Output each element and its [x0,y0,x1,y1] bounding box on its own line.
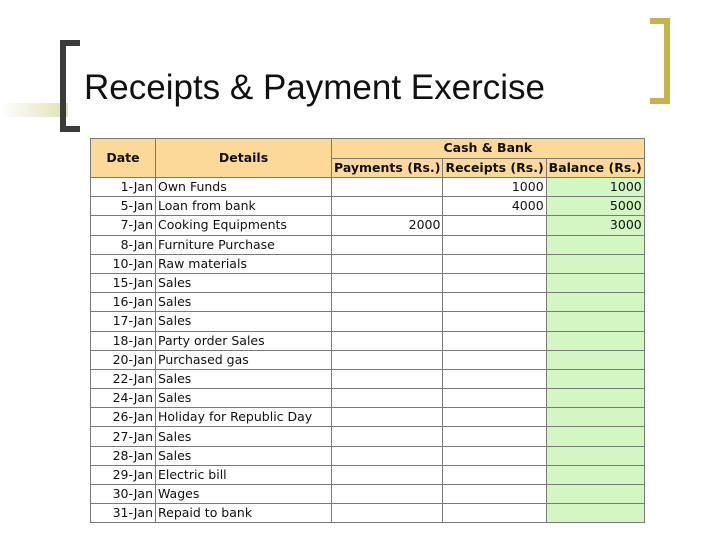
cell-balance [546,331,644,350]
cell-payments [332,446,443,465]
cell-date: 18-Jan [91,331,156,350]
cell-balance: 5000 [546,197,644,216]
cell-date: 27-Jan [91,427,156,446]
cell-receipts [443,446,546,465]
cell-receipts [443,350,546,369]
cell-payments [332,273,443,292]
cell-details: Sales [156,293,332,312]
cell-details: Sales [156,427,332,446]
cell-date: 30-Jan [91,485,156,504]
cell-balance [546,427,644,446]
cell-receipts [443,235,546,254]
table-row [91,465,645,484]
table-row [91,216,645,235]
cell-balance [546,235,644,254]
cell-date: 17-Jan [91,312,156,331]
cell-date: 10-Jan [91,254,156,273]
header-row-1 [91,139,645,159]
cell-receipts: 1000 [443,178,546,197]
receipts-payments-table [90,138,645,523]
cell-balance [546,446,644,465]
cell-details: Cooking Equipments [156,216,332,235]
cell-details: Wages [156,485,332,504]
cell-date: 15-Jan [91,273,156,292]
cell-date: 8-Jan [91,235,156,254]
cell-details: Sales [156,446,332,465]
cell-date: 26-Jan [91,408,156,427]
cell-payments [332,485,443,504]
cell-receipts [443,273,546,292]
cell-balance [546,369,644,388]
cell-receipts [443,312,546,331]
cell-receipts: 4000 [443,197,546,216]
cell-balance: 1000 [546,178,644,197]
table-row [91,504,645,523]
cell-balance [546,312,644,331]
table-row [91,446,645,465]
cell-date: 31-Jan [91,504,156,523]
cell-payments [332,312,443,331]
cell-date: 22-Jan [91,369,156,388]
table-row [91,408,645,427]
cell-receipts [443,293,546,312]
cell-date: 20-Jan [91,350,156,369]
table-row [91,427,645,446]
cell-receipts [443,485,546,504]
cell-details: Purchased gas [156,350,332,369]
cell-details: Own Funds [156,178,332,197]
cell-balance [546,504,644,523]
table-row [91,485,645,504]
cell-date: 28-Jan [91,446,156,465]
cell-payments [332,465,443,484]
cell-balance [546,254,644,273]
cell-receipts [443,389,546,408]
cell-details: Furniture Purchase [156,235,332,254]
cell-balance [546,293,644,312]
right-bracket-decoration [650,18,670,104]
table-row [91,197,645,216]
cell-receipts [443,427,546,446]
cell-balance [546,408,644,427]
table-row [91,178,645,197]
left-bracket-decoration [60,40,80,132]
table-row [91,273,645,292]
cell-receipts [443,254,546,273]
cell-date: 29-Jan [91,465,156,484]
cell-payments [332,389,443,408]
table-row [91,369,645,388]
cell-details: Repaid to bank [156,504,332,523]
cell-date: 24-Jan [91,389,156,408]
cell-receipts [443,408,546,427]
cell-details: Party order Sales [156,331,332,350]
cell-receipts [443,216,546,235]
cell-date: 5-Jan [91,197,156,216]
cell-payments: 2000 [332,216,443,235]
table-row [91,389,645,408]
cell-date: 16-Jan [91,293,156,312]
cell-payments [332,254,443,273]
header-balance: Balance (Rs.) [546,158,644,178]
cell-payments [332,504,443,523]
cell-details: Holiday for Republic Day [156,408,332,427]
cell-balance [546,350,644,369]
header-date: Date [91,139,156,178]
header-receipts: Receipts (Rs.) [443,158,546,178]
table-row [91,331,645,350]
table-row [91,254,645,273]
cell-payments [332,427,443,446]
decorative-bar [0,103,68,117]
cell-payments [332,235,443,254]
cell-receipts [443,369,546,388]
cell-payments [332,408,443,427]
cell-payments [332,293,443,312]
table-row [91,312,645,331]
table-row [91,293,645,312]
cell-payments [332,178,443,197]
header-payments: Payments (Rs.) [332,158,443,178]
cell-balance [546,273,644,292]
cell-date: 1-Jan [91,178,156,197]
slide-title: Receipts & Payment Exercise [84,68,546,107]
cell-payments [332,350,443,369]
cell-receipts [443,465,546,484]
cell-details: Sales [156,273,332,292]
cell-details: Sales [156,389,332,408]
cell-balance [546,485,644,504]
cell-receipts [443,331,546,350]
table-row [91,350,645,369]
cell-payments [332,369,443,388]
cell-payments [332,331,443,350]
cell-details: Raw materials [156,254,332,273]
cell-details: Sales [156,312,332,331]
header-cash-bank: Cash & Bank [332,139,645,159]
cell-details: Loan from bank [156,197,332,216]
cell-details: Electric bill [156,465,332,484]
cell-balance [546,465,644,484]
header-details: Details [156,139,332,178]
table-row [91,235,645,254]
cell-receipts [443,504,546,523]
cell-details: Sales [156,369,332,388]
cell-payments [332,197,443,216]
cell-balance [546,389,644,408]
cell-date: 7-Jan [91,216,156,235]
cell-balance: 3000 [546,216,644,235]
